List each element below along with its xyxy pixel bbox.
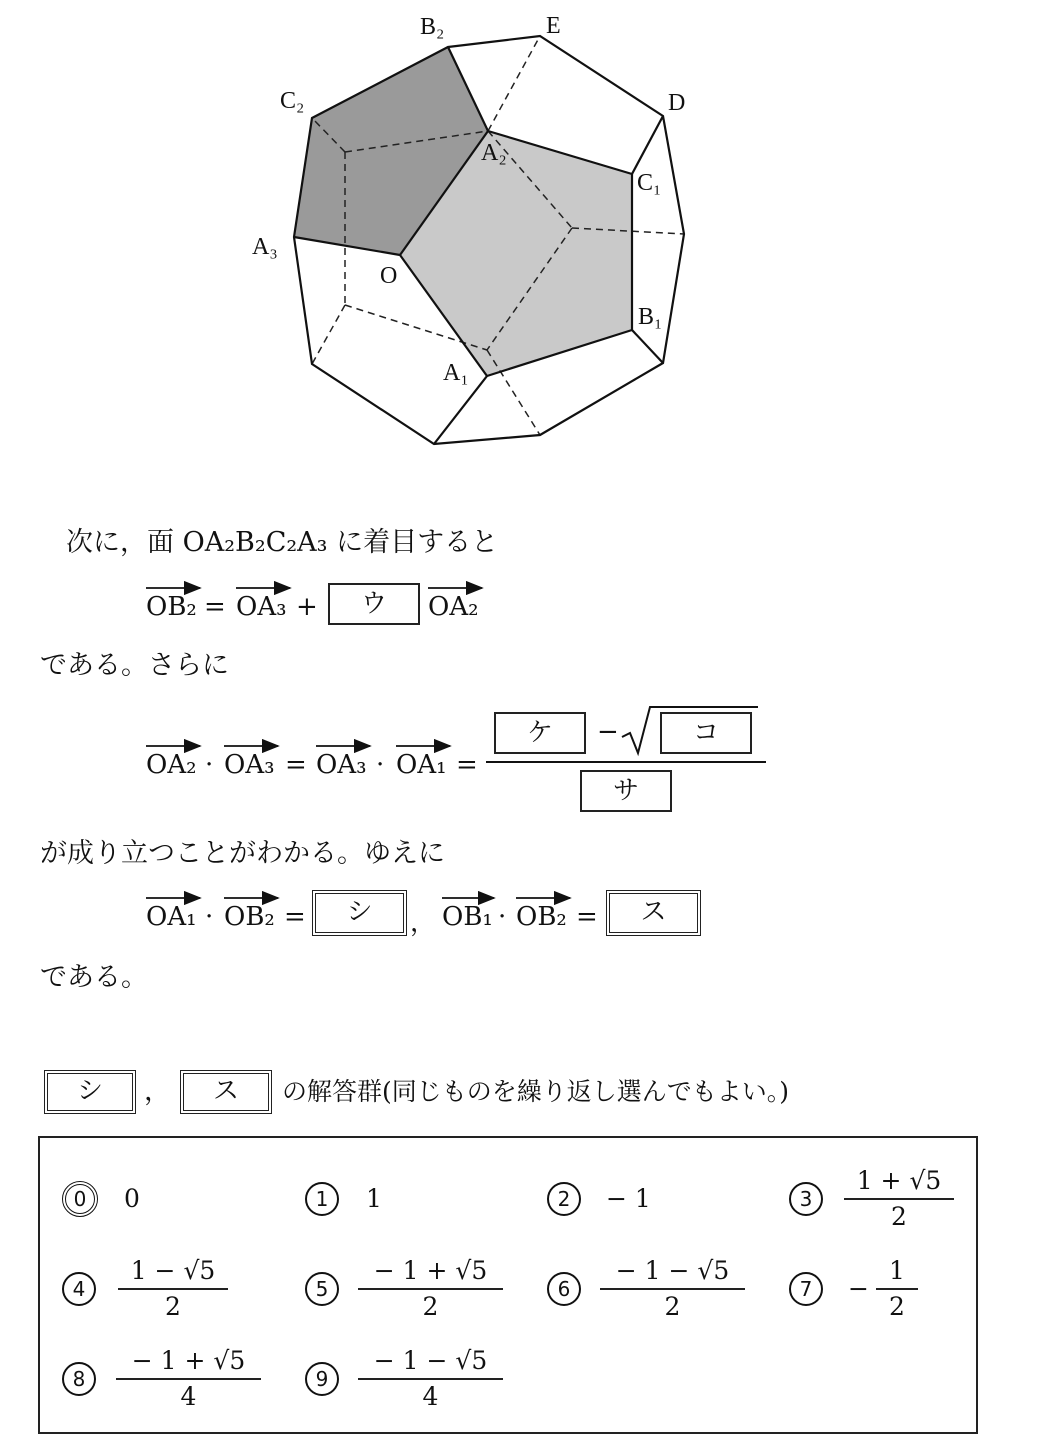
choice-7-denominator: 2 [889,1292,905,1321]
choice-9-denominator: 4 [422,1382,439,1411]
choice-5-number[interactable]: 5 [305,1272,339,1306]
choice-8-bar [116,1378,261,1380]
choice-4-numerator: 1 − √5 [130,1256,216,1285]
dot-operator-c: · [205,902,214,932]
choice-0-number[interactable]: 0 [62,1181,98,1217]
vector-OA1-b: OA₁ [146,902,197,932]
label-A3: A₃ [252,234,278,260]
choice-1-value: 1 [366,1184,382,1213]
choice-4-number[interactable]: 4 [62,1272,96,1306]
choice-9-number[interactable]: 9 [305,1362,339,1396]
choice-5-value [358,1256,503,1322]
vector-OB2-c: OB₂ [516,902,567,932]
vector-OA3: OA₃ [236,592,287,622]
plus-sign: + [296,592,318,622]
label-D: D [668,90,686,116]
choice-3-numerator: 1 + √5 [856,1166,942,1195]
dot-operator-d: · [498,902,507,932]
answer-box-ko[interactable]: コ [660,712,752,754]
choice-7-sign: − [848,1274,869,1303]
comma: ， [410,908,437,938]
label-E: E [546,13,561,39]
choice-6-bar [600,1288,745,1290]
choice-7-numerator: 1 [889,1256,905,1285]
choice-8-value [116,1346,261,1412]
header-comma: ， [144,1076,171,1107]
label-O: O [380,263,398,289]
equals-sign-d: = [284,902,306,932]
choice-7-bar [876,1288,918,1290]
choice-4-value [118,1256,228,1322]
equals-sign: = [204,592,226,622]
sentence-dearu: である。 [40,962,148,993]
choice-1-number[interactable]: 1 [305,1182,339,1216]
choice-6-denominator: 2 [664,1292,681,1321]
choice-6-value [600,1256,745,1322]
answer-box-shi[interactable]: シ [312,890,407,936]
choice-9-bar [358,1378,503,1380]
minus-sign: − [597,717,619,747]
intro-sentence: 次に，面 OA₂B₂C₂A₃ に着目すると [66,527,499,558]
answer-group-heading: の解答群(同じものを繰り返し選んでもよい。) [282,1077,790,1106]
choice-4-bar [118,1288,228,1290]
equals-sign-b: = [285,750,307,780]
label-C2: C₂ [280,88,305,114]
label-B1: B₁ [638,304,663,330]
vector-OA1: OA₁ [396,750,447,780]
choice-3-bar [844,1198,954,1200]
choice-8-numerator: − 1 + √5 [131,1346,246,1375]
choice-4-denominator: 2 [165,1292,181,1321]
choice-6-numerator: − 1 − √5 [615,1256,730,1285]
choice-9-value [358,1346,503,1412]
choice-8-denominator: 4 [180,1382,197,1411]
sentence-naritatsu: が成り立つことがわかる。ゆえに [40,838,445,869]
choice-9-numerator: − 1 − √5 [373,1346,488,1375]
vector-OB1: OB₁ [442,902,493,932]
dot-operator: · [205,750,214,780]
choice-8-number[interactable]: 8 [62,1362,96,1396]
equals-sign-e: = [576,902,598,932]
label-A2: A₂ [481,140,507,166]
choice-5-denominator: 2 [422,1292,439,1321]
vector-OB2: OB₂ [146,592,197,622]
choice-5-numerator: − 1 + √5 [373,1256,488,1285]
choice-3-number[interactable]: 3 [789,1182,823,1216]
header-box-su: ス [180,1070,272,1114]
choice-3-value [844,1166,954,1232]
choice-0-value: 0 [124,1184,140,1213]
vector-OB2-b: OB₂ [224,902,275,932]
answer-box-sa[interactable]: サ [580,770,672,812]
choice-5-bar [358,1288,503,1290]
choice-7-value [876,1256,918,1322]
choice-6-number[interactable]: 6 [547,1272,581,1306]
choice-2-number[interactable]: 2 [547,1182,581,1216]
vector-OA3-b: OA₃ [224,750,275,780]
label-C1: C₁ [637,170,662,196]
label-A1: A₁ [443,360,469,386]
answer-box-u[interactable]: ウ [328,583,420,625]
label-B2: B₂ [420,14,445,40]
vector-OA3-c: OA₃ [316,750,367,780]
vector-OA2: OA₂ [428,592,479,622]
choice-3-denominator: 2 [891,1202,907,1231]
equals-sign-c: = [456,750,478,780]
choice-2-value: − 1 [606,1184,651,1213]
choice-7-number[interactable]: 7 [789,1272,823,1306]
vector-OA2-b: OA₂ [146,750,197,780]
header-box-shi: シ [44,1070,136,1114]
dot-operator-b: · [376,750,385,780]
sentence-dearu-sarani: である。さらに [40,650,229,681]
answer-box-su[interactable]: ス [606,890,701,936]
answer-box-ke[interactable]: ケ [494,712,586,754]
